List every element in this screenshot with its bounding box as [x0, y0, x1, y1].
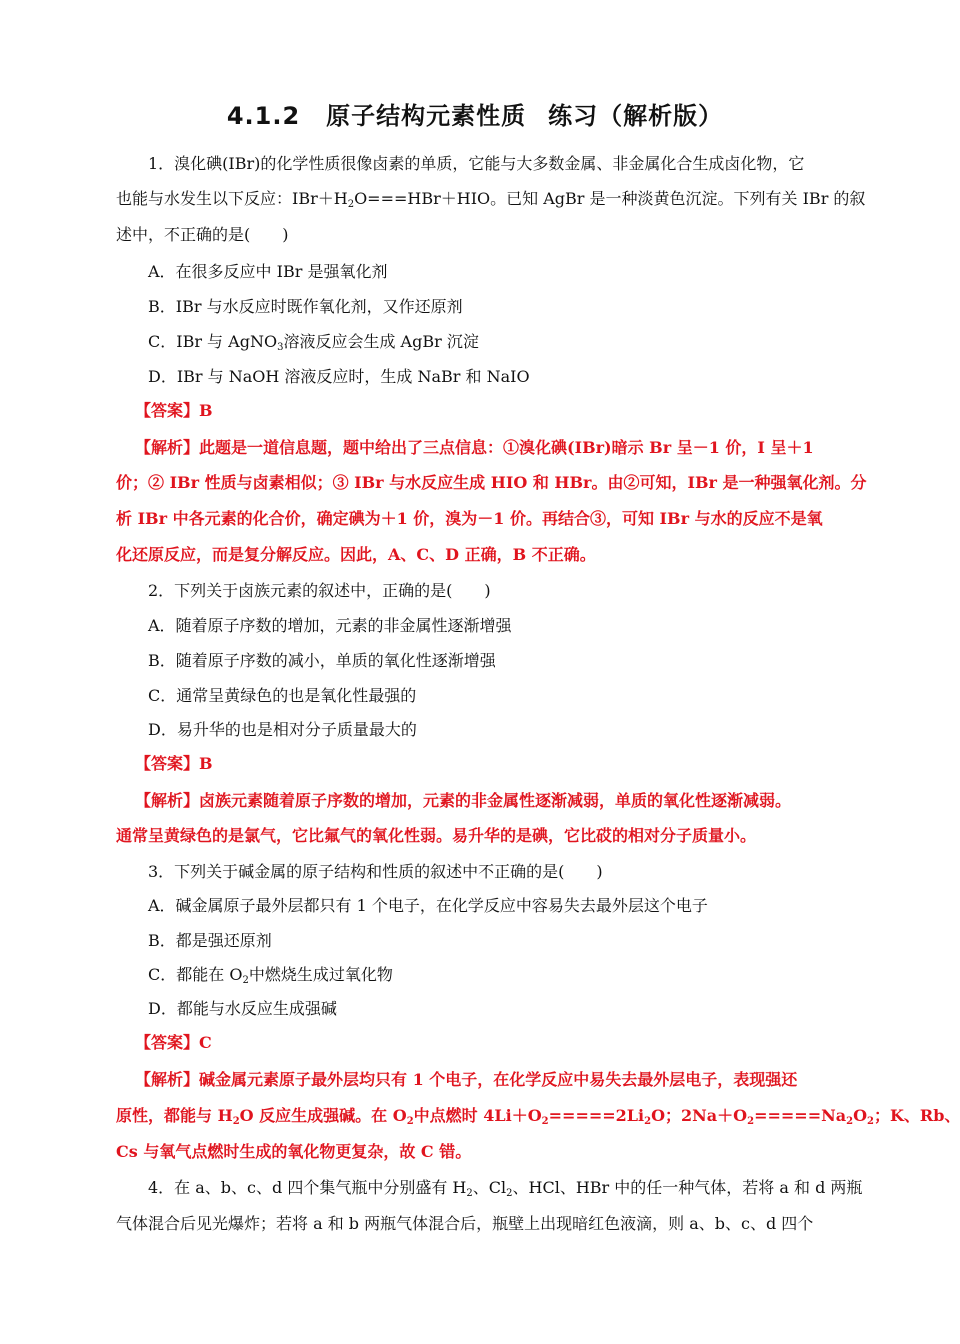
- q4-stem-line-2: 气体混合后见光爆炸；若将 a 和 b 两瓶气体混合后，瓶壁上出现暗红色液滴，则 a、b、c、d 四个: [116, 1214, 814, 1233]
- q3-option-c: C．都能在 $O_2$中燃烧生成过氧化物: [148, 965, 393, 986]
- q3-analysis-line-1: 【解析】碱金属元素原子最外层均只有 1 个电子，在化学反应中易失去最外层电子，表现强还: [135, 1070, 798, 1089]
- q3-option-b: B．都是强还原剂: [148, 931, 272, 950]
- q1-option-b: B．IBr 与水反应时既作氧化剂，又作还原剂: [148, 297, 463, 316]
- q1-stem-line-1: 1．溴化碘(IBr)的化学性质很像卤素的单质，它能与大多数金属、非金属化合生成卤化物，它: [148, 154, 805, 173]
- q2-answer: 【答案】B: [135, 754, 213, 773]
- q4-stem-line-1: 4．在 a、b、c、d 四个集气瓶中分别盛有 $H_2$、$Cl_2$、HCl、HBr 中的任一种气体，若将 a 和 d 两瓶: [148, 1178, 863, 1199]
- q1-analysis-line-4: 化还原反应，而是复分解反应。因此，A、C、D 正确，B 不正确。: [116, 545, 596, 564]
- q2-option-b: B．随着原子序数的减小，单质的氧化性逐渐增强: [148, 651, 496, 670]
- q2-option-a: A．随着原子序数的增加，元素的非金属性逐渐增强: [148, 616, 512, 635]
- q2-option-d: D．易升华的也是相对分子质量最大的: [148, 720, 417, 739]
- q1-analysis-line-3: 析 IBr 中各元素的化合价，确定碘为＋1 价，溴为－1 价。再结合③，可知 IBr 与水的反应不是氧: [116, 509, 823, 528]
- q1-answer: 【答案】B: [135, 401, 213, 420]
- q1-option-a: A．在很多反应中 IBr 是强氧化剂: [148, 262, 388, 281]
- q3-analysis-line-3: Cs 与氧气点燃时生成的氧化物更复杂，故 C 错。: [116, 1142, 472, 1161]
- q1-analysis-line-1: 【解析】此题是一道信息题，题中给出了三点信息：①溴化碘(IBr)暗示 Br 呈－1 价，I 呈＋1: [135, 438, 814, 457]
- q2-analysis-line-2: 通常呈黄绿色的是氯气，它比氟气的氧化性弱。易升华的是碘，它比砹的相对分子质量小。: [116, 826, 757, 845]
- title-sub: 练习（解析版）: [548, 102, 724, 130]
- q2-stem: 2．下列关于卤族元素的叙述中，正确的是( ): [148, 581, 491, 600]
- q3-answer: 【答案】C: [135, 1033, 212, 1052]
- title-main: 原子结构元素性质: [326, 102, 527, 130]
- q1-stem-line-2: 也能与水发生以下反应：$IBr+H_2O===HBr+HIO$。已知 AgBr 是一种淡黄色沉淀。下列有关 IBr 的叙: [116, 189, 866, 210]
- page-title: [0, 96, 950, 131]
- q3-option-a: A．碱金属原子最外层都只有 1 个电子，在化学反应中容易失去最外层这个电子: [148, 896, 708, 915]
- q3-stem: 3．下列关于碱金属的原子结构和性质的叙述中不正确的是( ): [148, 862, 603, 881]
- q1-option-d: D．IBr 与 NaOH 溶液反应时，生成 NaBr 和 NaIO: [148, 367, 530, 386]
- q3-option-d: D．都能与水反应生成强碱: [148, 999, 337, 1018]
- q3-analysis-line-2: 原性，都能与 $H_2O$ 反应生成强碱。在 $O_2$中点燃时 $4Li+O_2=====2Li_2O$；$2Na+O_2=====Na_2O_2$；K、Rb、: [116, 1106, 960, 1127]
- q1-analysis-line-2: 价；② IBr 性质与卤素相似；③ IBr 与水反应生成 HIO 和 HBr。由②可知，IBr 是一种强氧化剂。分: [116, 473, 867, 492]
- q2-analysis-line-1: 【解析】卤族元素随着原子序数的增加，元素的非金属性逐渐减弱，单质的氧化性逐渐减弱。: [135, 791, 792, 810]
- q1-option-c: C．IBr 与 AgNO$_3$溶液反应会生成 AgBr 沉淀: [148, 332, 479, 353]
- q1-stem-line-3: 述中，不正确的是( ): [116, 225, 289, 244]
- q2-option-c: C．通常呈黄绿色的也是氧化性最强的: [148, 686, 417, 705]
- title-number: 4.1.2: [226, 102, 301, 130]
